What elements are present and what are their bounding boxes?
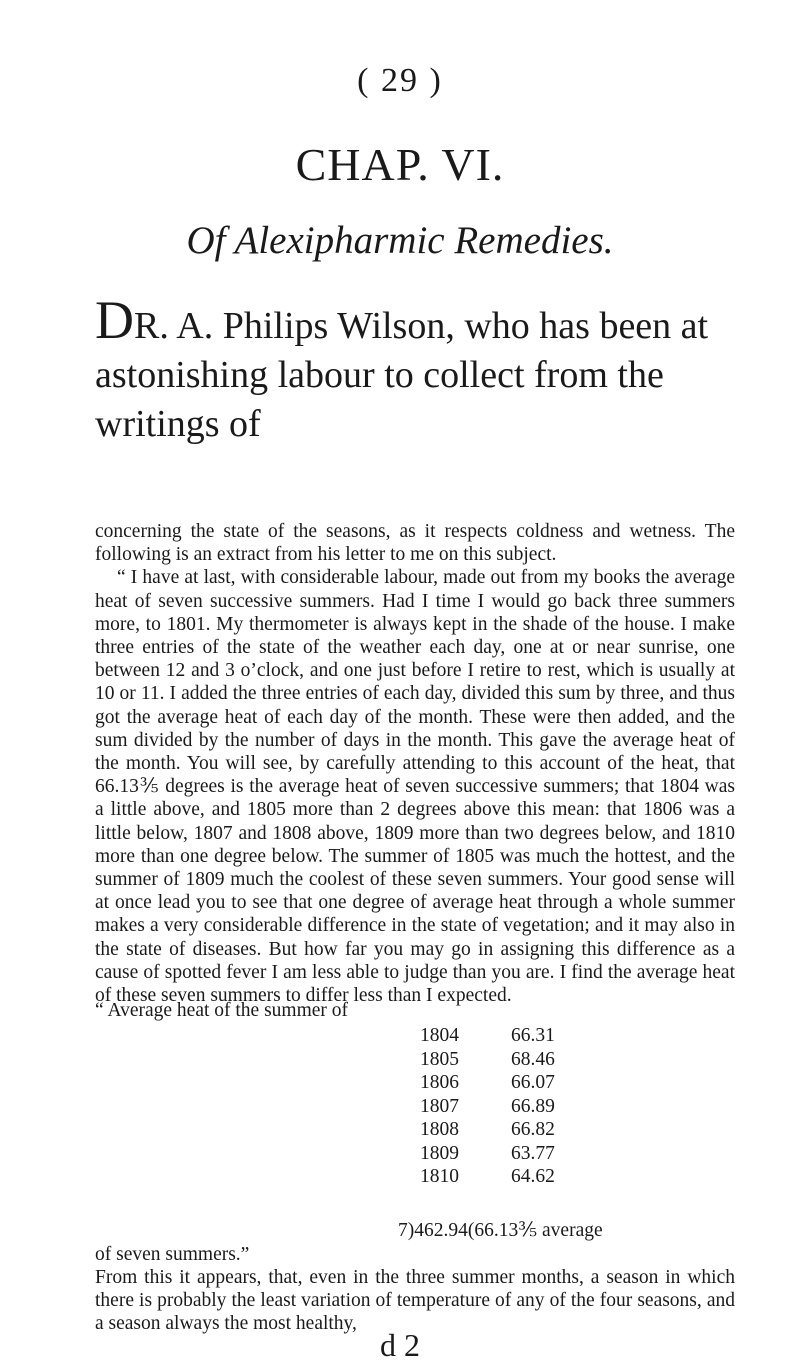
average-intro: “ Average heat of the summer of	[95, 1000, 349, 1021]
seven-summers-line: of seven summers.”	[95, 1244, 250, 1265]
year-cell: 1808	[420, 1119, 459, 1140]
table-row	[420, 1142, 555, 1166]
paragraph: concerning the state of the seasons, as it respects coldness and wetness. The following is an extract from his letter to me on this subject.	[95, 521, 735, 566]
closing-paragraph: From this it appears, that, even in the three summer months, a season in which there is probably the least variation of temperature of any of the four seasons, and a season always the most healthy,	[95, 1267, 735, 1335]
value-cell: 64.62	[511, 1166, 555, 1187]
page-number: ( 29 )	[357, 62, 443, 99]
year-cell: 1805	[420, 1048, 459, 1070]
year-cell: 1810	[420, 1166, 459, 1187]
average-heat-table	[420, 1024, 555, 1189]
year-cell: 1804	[420, 1025, 459, 1046]
value-cell: 63.77	[511, 1142, 555, 1164]
value-cell: 66.89	[511, 1095, 555, 1117]
table-row	[420, 1048, 555, 1072]
lead-paragraph	[95, 290, 735, 449]
value-cell: 66.07	[511, 1072, 555, 1093]
signature-mark: d 2	[380, 1327, 420, 1363]
chapter-heading: CHAP. VI.	[295, 139, 505, 190]
chapter-subtitle: Of Alexipharmic Remedies.	[186, 219, 614, 262]
year-cell: 1809	[420, 1142, 459, 1164]
table-row	[420, 1024, 555, 1048]
lead-text: R. A. Philips Wilson, who has been at astonishing labour to collect from the writings of	[95, 305, 709, 445]
year-cell: 1806	[420, 1072, 459, 1093]
drop-cap: D	[95, 290, 134, 350]
value-cell: 68.46	[511, 1048, 555, 1070]
sum-line: 7)462.94(66.13⅗ average	[398, 1220, 603, 1241]
value-cell: 66.31	[511, 1025, 555, 1046]
table-row	[420, 1118, 555, 1142]
table-row	[420, 1095, 555, 1119]
body-text	[95, 520, 735, 1007]
paragraph: “ I have at last, with considerable labour, made out from my books the average heat of seven successive summers. Had I time I would go back three summers more, to 1801. My thermometer is always kept in the shade of the house. I make three entries of the state of the weather each day, one at or near sunrise, one between 12 and 3 o’clock, and one just before I retire to rest, which is usually at 10 or 11. I added the three entries of each day, divided this sum by three, and thus got the average heat of each day of the month. These were then added, and the sum divided by the number of days in the month. This gave the average heat of the month. You will see, by carefully attending to this account of the heat, that 66.13⅗ degrees is the average heat of seven successive summers; that 1804 was a little above, and 1805 more than 2 degrees above this mean: that 1806 was a little below, 1807 and 1808 above, 1809 more than two degrees below, and 1810 more than one degree below. The summer of 1805 was much the hottest, and the summer of 1809 much the coolest of these seven summers. Your good sense will at once lead you to see that one degree of average heat through a whole summer makes a very considerable difference in the state of vegetation; and it may also in the state of diseases. But how far you may go in assigning this difference as a cause of spotted fever I am less able to judge than you are. I find the average heat of these seven summers to differ less than I expected.	[95, 567, 735, 1007]
table-row	[420, 1165, 555, 1189]
year-cell: 1807	[420, 1095, 459, 1117]
table-row	[420, 1071, 555, 1095]
value-cell: 66.82	[511, 1119, 555, 1140]
